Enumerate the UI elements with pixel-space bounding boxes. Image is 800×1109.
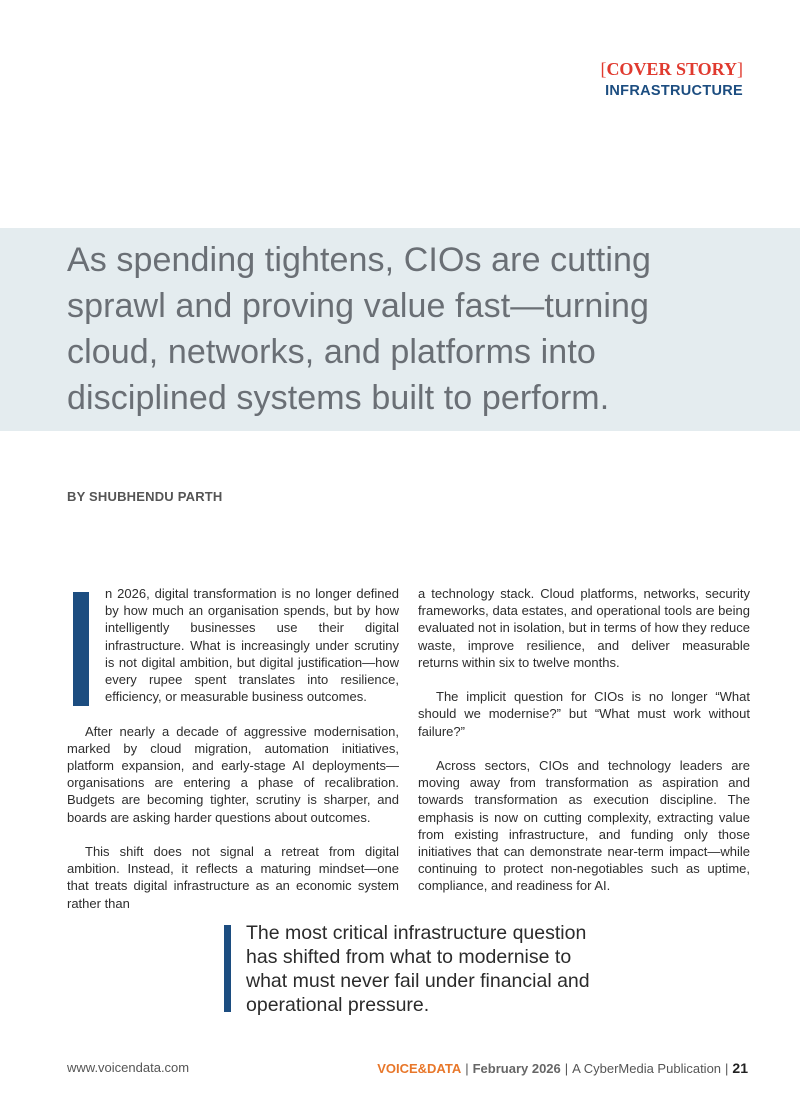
pull-quote-bar bbox=[224, 925, 231, 1012]
body-column-right bbox=[418, 585, 750, 912]
bracket-close: ] bbox=[737, 59, 743, 79]
body-paragraph: After nearly a decade of aggressive modernisation, marked by cloud migration, automation initiatives, platform expansion, and early-stage AI deployments—organisations are entering a phase of recalibration. Budgets are becoming tighter, scrutiny is sharper, and boards are asking harder questions about outcomes. bbox=[67, 723, 399, 825]
subsection-name: INFRASTRUCTURE bbox=[605, 83, 743, 99]
dropcap-i-letter bbox=[73, 592, 89, 706]
footer-brand: VOICE&DATA bbox=[377, 1061, 462, 1076]
footer-credits bbox=[377, 1060, 748, 1076]
body-paragraph: Across sectors, CIOs and technology leaders are moving away from transformation as aspiration and towards transformation as execution discipline. The emphasis is now on cutting complexity, extracting value from existing infrastructure, and funding only those initiatives that can demonstrate near-term impact—while continuing to protect non-negotiables such as uptime, compliance, and readiness for AI. bbox=[418, 758, 750, 894]
section-name: COVER STORY bbox=[606, 59, 737, 79]
footer-publisher: A CyberMedia Publication bbox=[572, 1061, 722, 1076]
body-paragraph: This shift does not signal a retreat from digital ambition. Instead, it reflects a maturing mindset—one that treats digital infrastructure as an economic system rather than bbox=[67, 844, 399, 911]
bracket-open: [ bbox=[600, 59, 607, 79]
body-paragraph: n 2026, digital transformation is no longer defined by how much an organisation spends, but by how intelligently businesses use their digital infrastructure. What is increasingly under scrutiny is not digital ambition, but digital justification—how every rupee spent translates into resilience, efficiency, or measurable business outcomes. bbox=[105, 586, 399, 705]
pull-quote bbox=[224, 921, 604, 1017]
body-paragraph: a technology stack. Cloud platforms, networks, security frameworks, data estates, and operational tools are being evaluated not in isolation, but in terms of how they reduce waste, improve resilience, and deliver measurable returns within six to twelve months. bbox=[418, 586, 750, 670]
article-deck: As spending tightens, CIOs are cutting sprawl and proving value fast—turning cloud, networks, and platforms into disciplined systems built to perform. bbox=[67, 241, 652, 417]
section-label bbox=[600, 59, 743, 79]
footer-separator: | bbox=[465, 1061, 469, 1076]
body-column-left bbox=[67, 585, 399, 929]
page-number: 21 bbox=[732, 1060, 748, 1076]
footer-url: www.voicendata.com bbox=[67, 1060, 190, 1075]
body-paragraph: The implicit question for CIOs is no longer “What should we modernise?” but “What must work without failure?” bbox=[418, 689, 750, 739]
pull-quote-text: The most critical infrastructure question has shifted from what to modernise to what must never fail under financial and operational pressure. bbox=[246, 922, 590, 1016]
footer-separator: | bbox=[725, 1061, 729, 1076]
page-footer bbox=[67, 1060, 748, 1080]
byline: BY SHUBHENDU PARTH bbox=[67, 489, 223, 504]
footer-issue-date: February 2026 bbox=[472, 1061, 561, 1076]
dropcap-paragraph bbox=[67, 585, 399, 705]
section-tag bbox=[600, 59, 743, 99]
footer-separator: | bbox=[564, 1061, 569, 1076]
